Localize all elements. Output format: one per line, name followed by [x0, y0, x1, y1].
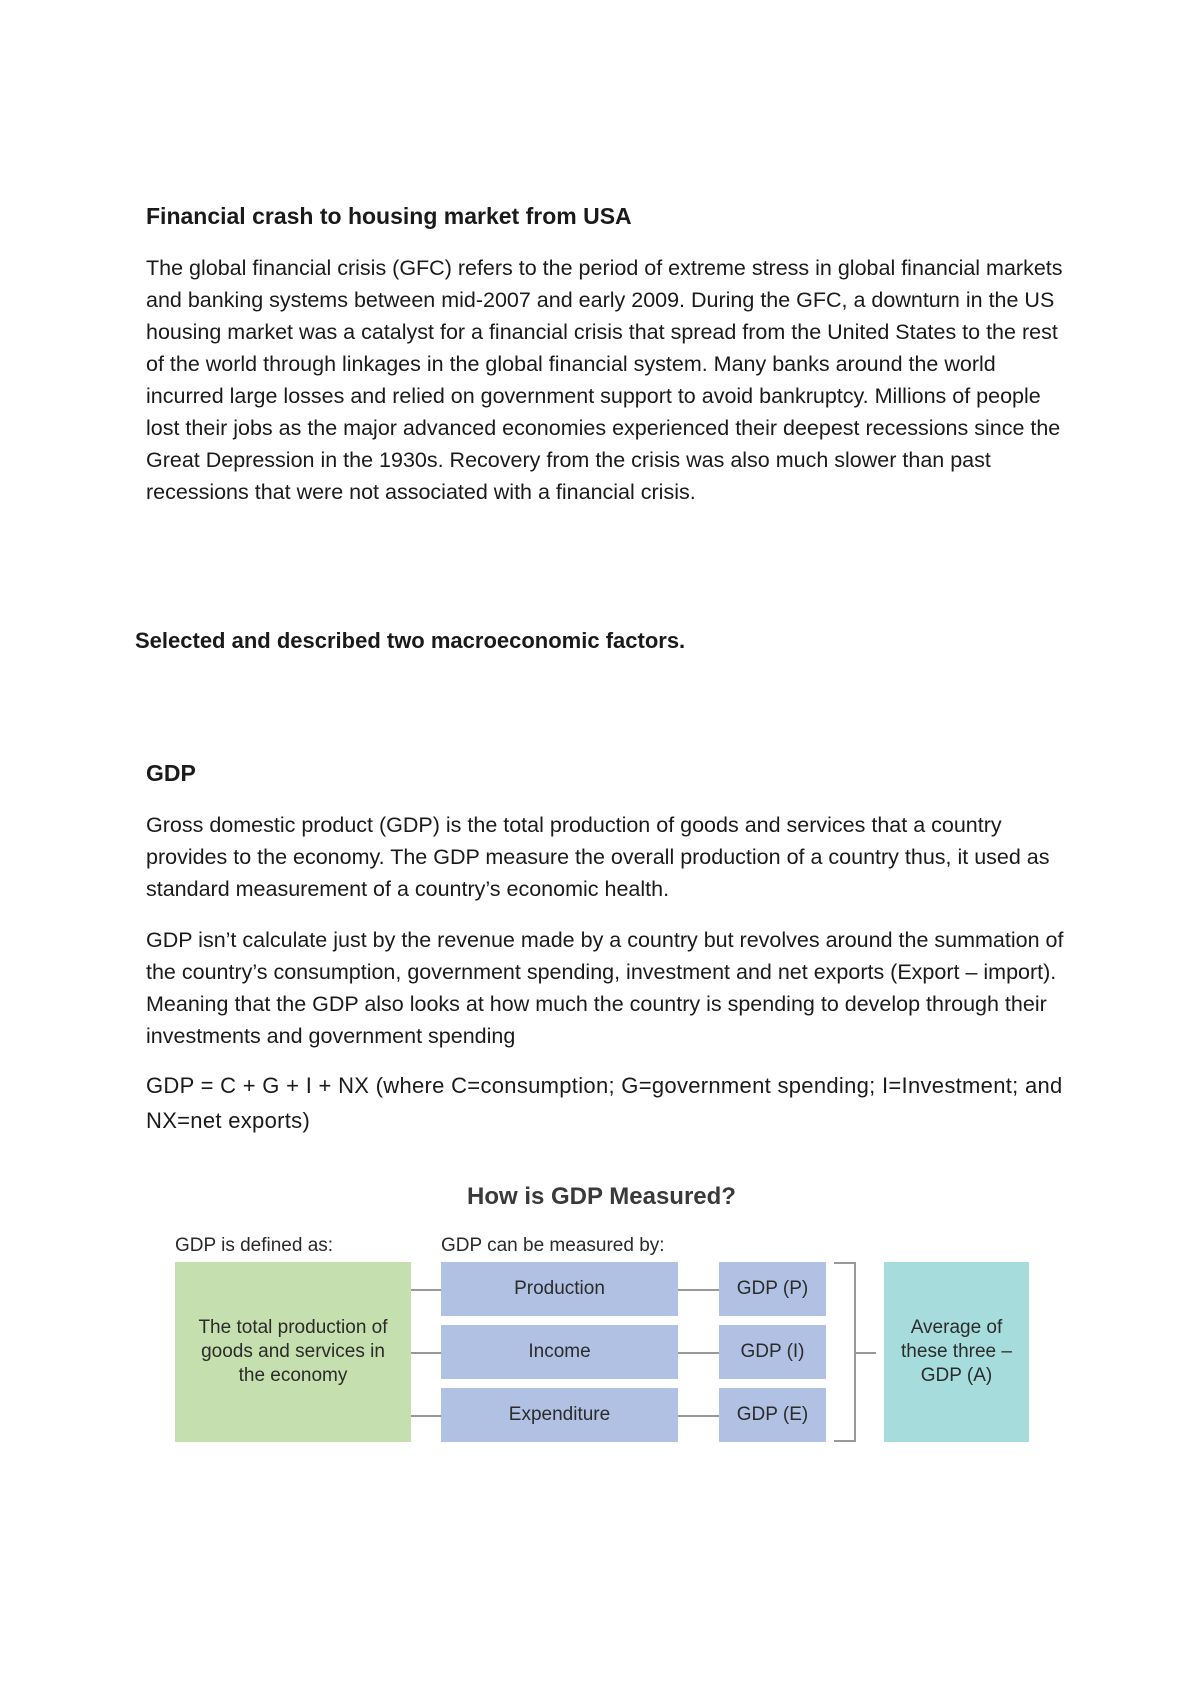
- average-box: Average of these three – GDP (A): [884, 1262, 1029, 1442]
- connector-line: [678, 1415, 719, 1417]
- connector-line: [411, 1415, 441, 1417]
- gdp-formula: GDP = C + G + I + NX (where C=consumption; G=government spending; I=Investment; and NX=net exports): [146, 1073, 1063, 1133]
- gdp-calculation-paragraph: GDP isn’t calculate just by the revenue made by a country but revolves around the summation of the country’s consumption, government spending, investment and net exports (Export – import). Meaning that the GDP also looks at how much the country is spending to develop through their investments and government spending: [146, 928, 1064, 1048]
- result-gdp-e-box: GDP (E): [719, 1388, 826, 1442]
- connector-line: [411, 1352, 441, 1354]
- gfc-paragraph: The global financial crisis (GFC) refers to the period of extreme stress in global financial markets and banking systems between mid-2007 and early 2009. During the GFC, a downturn in the US housing market was a catalyst for a financial crisis that spread from the United States to the rest of the world through linkages in the global financial system. Many banks around the world incurred large losses and relied on government support to avoid bankruptcy. Millions of people lost their jobs as the major advanced economies experienced their deepest recessions since the Great Depression in the 1930s. Recovery from the crisis was also much slower than past recessions that were not associated with a financial crisis.: [146, 256, 1063, 504]
- definition-box: The total production of goods and services in the economy: [175, 1262, 411, 1442]
- method-expenditure-box: Expenditure: [441, 1388, 678, 1442]
- result-gdp-p-box: GDP (P): [719, 1262, 826, 1316]
- gdp-heading: GDP: [146, 760, 196, 786]
- grouping-bracket: [834, 1262, 856, 1442]
- diagram-title: How is GDP Measured?: [467, 1183, 736, 1210]
- gdp-definition-paragraph: Gross domestic product (GDP) is the total production of goods and services that a country provides to the economy. The GDP measure the overall production of a country thus, it used as standard measurement of a country’s economic health.: [146, 813, 1050, 901]
- macro-factors-heading: Selected and described two macroeconomic factors.: [135, 628, 686, 653]
- gdp-measurement-diagram: [160, 1175, 1040, 1450]
- result-gdp-i-box: GDP (I): [719, 1325, 826, 1379]
- connector-line: [856, 1352, 876, 1354]
- defined-as-label: GDP is defined as:: [175, 1235, 334, 1256]
- connector-line: [411, 1289, 441, 1291]
- method-production-box: Production: [441, 1262, 678, 1316]
- measured-by-label: GDP can be measured by:: [441, 1235, 665, 1256]
- method-income-box: Income: [441, 1325, 678, 1379]
- connector-line: [678, 1352, 719, 1354]
- connector-line: [678, 1289, 719, 1291]
- section-heading-financial-crash: Financial crash to housing market from USA: [146, 203, 632, 229]
